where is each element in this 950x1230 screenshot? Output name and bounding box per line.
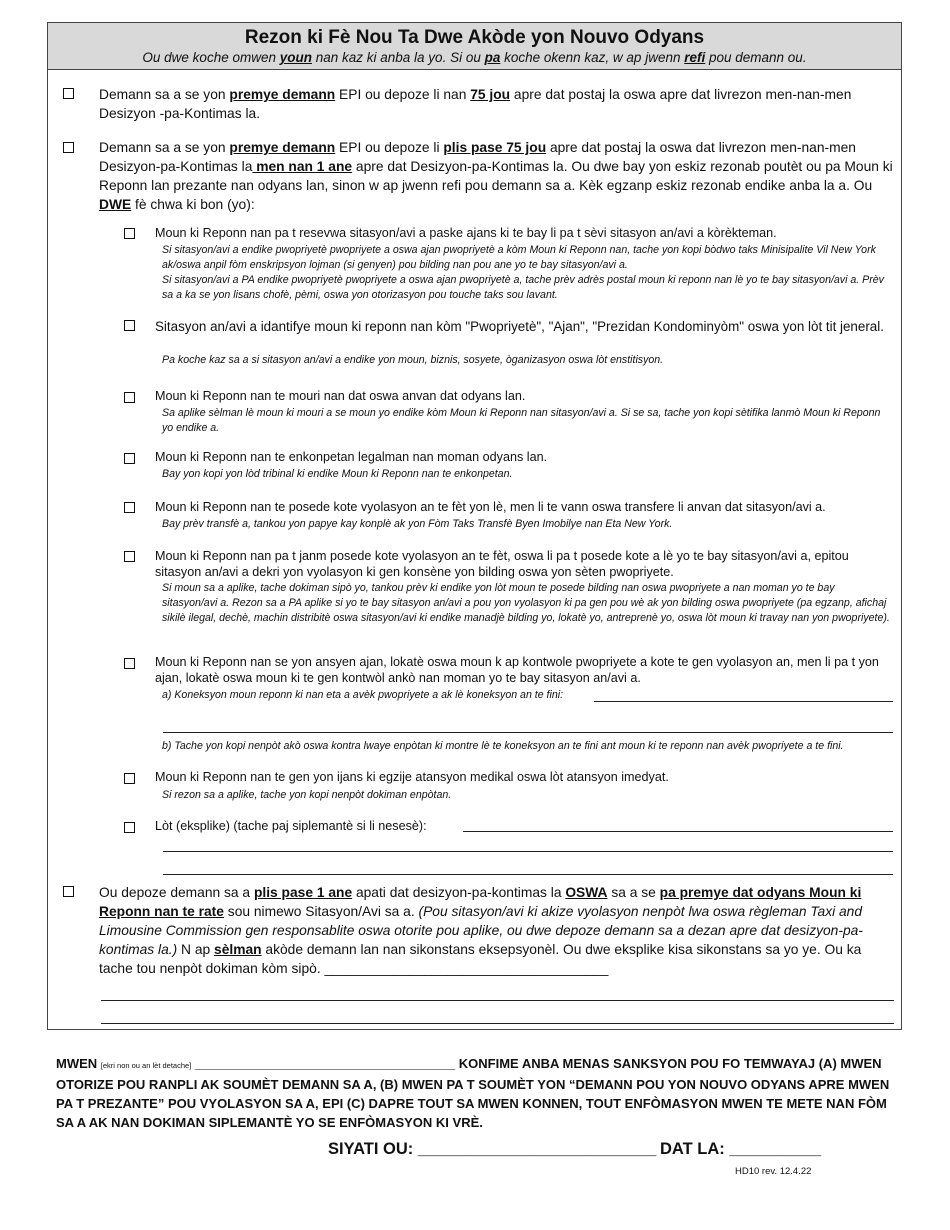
reason-generic-title-text: Sitasyon an/avi a idantifye moun ki reponn nan kòm "Pwopriyetè", "Ajan", "Prezidan Kondominyòm" oswa yon lòt tit jeneral. [155,319,884,334]
reason-sold-property-note: Bay prèv transfè a, tankou yon papye kay konplè ak yon Fòm Taks Transfè Byen Imobilye nan Eta New York. [162,518,673,530]
option-3-text: Ou depoze demann sa a plis pase 1 ane apati dat desizyon-pa-kontimas la OSWA sa a se pa premye dat odyans Moun ki Reponn nan te rate sou nimewo Sitasyon/Avi sa a. (Pou sitasyon/avi ki akize vyolasyon nenpòt lwa oswa règleman Taxi and Limousine Commission gen responsablite oswa otorite pou aplike, ou dwe depoze demann sa a dezan apre dat desizyon-pa-kontimas la.) N ap sèlman akòde demann lan nan sikonstans eksepsyonèl. Ou dwe eksplike kisa sikonstans sa yo ye. Ou ka tache tou nenpòt dokiman kòm sipò. _____________________________________ [99,885,863,976]
reason-never-owned-checkbox[interactable] [124,551,135,562]
other-explanation-line-2[interactable] [163,851,893,852]
reason-former-agent-note-b: b) Tache yon kopi nenpòt akò oswa kontra lwaye enpòtan ki montre lè te koneksyon an te fini ant moun ki te reponn nan avèk pwopriyete a te fini. [162,740,844,752]
form-title: Rezon ki Fè Nou Ta Dwe Akòde yon Nouvo Odyans [244,27,705,48]
reason-improper-service-checkbox[interactable] [124,228,135,239]
reason-deceased-note: Sa aplike sèlman lè moun ki mouri a se moun yo endike kòm Moun ki Reponn nan sitasyon/avi a. Si se sa, tache yon kopi sètifika lanmò Moun ki Reponn yo endike a. [162,407,881,434]
reason-sold-property-text: Moun ki Reponn nan te posede kote vyolasyon an te fèt yon lè, men li te vann oswa transfere li anvan dat sitasyon/avi a. [155,500,826,514]
printed-name-line[interactable]: ____________________________________ [191,1056,459,1071]
reason-former-agent-checkbox[interactable] [124,658,135,669]
reason-sold-property-checkbox[interactable] [124,502,135,513]
reason-generic-title-checkbox[interactable] [124,320,135,331]
former-agent-connection-input-line-2[interactable] [163,732,893,733]
reason-deceased-checkbox[interactable] [124,392,135,403]
circumstance-explanation-line-1[interactable] [101,1000,894,1001]
signature-field[interactable]: SIYATI OU: __________________________ [328,1140,657,1158]
reason-former-agent-text: Moun ki Reponn nan se yon ansyen ajan, lokatè oswa moun k ap kontwole pwopriyete a kote te gen vyolasyon an, men li pa t yon ajan, lokatè oswa moun ki te gen kontwòl ankò nan moman yo te bay sitasyon an/avi a. [155,655,879,685]
reason-other-text: Lòt (eksplike) (tache paj siplemantè si li nesesè): [155,819,427,833]
reason-incompetent-checkbox[interactable] [124,453,135,464]
date-field[interactable]: DAT LA: __________ [660,1140,822,1158]
reason-improper-service-note: Si sitasyon/avi a endike pwopriyetè pwopriyete a oswa ajan pwopriyetè a kòm Moun ki Reponn nan, tache yon kopi bòdwo taks Minisipalite Vil New York ak/oswa anpil fòm enskripsyon lojman (si genyen) pou bilding nan pou ane yo te bay sitasyon/avi a. Si sitasyon/avi a PA endike pwopriyetè pwopriyete a oswa ajan pwopriyetè a, tache prèv adrès postal moun ki reponn nan lè yo te bay sitasyon/avi a. Prèv sa a ka se yon lisans chofè, pèmi, oswa yon otorizasyon pou touche taks sou lavant. [162,244,884,301]
reason-medical-emergency-note: Si rezon sa a aplike, tache yon kopi nenpòt dokiman enpòtan. [162,789,452,801]
form-header [48,23,901,70]
option-2-text: Demann sa a se yon premye demann EPI ou depoze li plis pase 75 jou apre dat postaj la oswa dat livrezon men-nan-men Desizyon-pa-Kontimas la men nan 1 ane apre dat Desizyon-pa-Kontimas la. Ou dwe bay yon eskiz rezonab poutèt ou pa Moun ki Reponn lan prezante nan odyans lan, sinon w ap jwenn refi pou demann sa a. Kèk egzanp eskiz rezonab endike anba la a. Ou DWE fè chwa ki bon (yo): [99,140,893,212]
reason-medical-emergency-text: Moun ki Reponn nan te gen yon ijans ki egzije atansyon medikal oswa lòt atansyon imedyat. [155,770,669,784]
circumstance-explanation-line-2[interactable] [101,1023,894,1024]
option-1-checkbox[interactable] [63,88,74,99]
other-explanation-line-1[interactable] [463,831,893,832]
form-revision: HD10 rev. 12.4.22 [735,1166,812,1177]
reason-former-agent-note-a: a) Koneksyon moun reponn ki nan eta a avèk pwopriyete a ak lè koneksyon an te fini: [162,689,564,701]
reason-other-checkbox[interactable] [124,822,135,833]
reason-improper-service-text: Moun ki Reponn nan pa t resevwa sitasyon/avi a paske ajans ki te bay li pa t sèvi sitasyon an/avi a kòrèkteman. [155,226,777,240]
reason-medical-emergency-checkbox[interactable] [124,773,135,784]
other-explanation-line-3[interactable] [163,874,893,875]
option-3-checkbox[interactable] [63,886,74,897]
form-subtitle: Ou dwe koche omwen youn nan kaz ki anba la yo. Si ou pa koche okenn kaz, w ap jwenn refi pou demann ou. [142,50,807,65]
reason-incompetent-note: Bay yon kopi yon lòd tribinal ki endike Moun ki Reponn nan te enkonpetan. [162,468,513,480]
attestation-statement: MWEN [ekri non ou an lèt detache] ____________________________________ KONFIME ANBA MENAS SANKSYON POU FO TEMWAYAJ (A) MWEN OTORIZE POU RANPLI AK SOUMÈT DEMANN SA A, (B) MWEN PA T SOUMÈT YON “DEMANN POU YON NOUVO ODYANS APRE MWEN PA T PREZANTE” POU VYOLASYON SA A, EPI (C) DAPRE TOUT SA MWEN KONNEN, TOUT ENFÒMASYON MWEN TE METE NAN FÒM SA A AK NAN DOKIMAN SIPLEMANTÈ YO SE ENFÒMASYON KI VRÈ. [56,1056,890,1130]
reason-deceased-text: Moun ki Reponn nan te mouri nan dat oswa anvan dat odyans lan. [155,389,526,403]
reason-never-owned-note: Si moun sa a aplike, tache dokiman sipò yo, tankou prèv ki endike yon lòt moun te posede bilding nan oswa pwopriyete a nan moman yo te bay sitasyon/avi a. Rezon sa a PA aplike si yo te bay sitasyon an/avi a pou yon vyolasyon ki pa gen pou wè ak yon bilding oswa pwopriyete (pa egzanp, afichaj sikilè ilegal, dechè, machin distribitè oswa sitasyon/avi ki endike manadjè bilding yo, lokatè yo, antreprenè yo, oswa lòt moun ki travay nan yon pwopriyete). [162,582,890,624]
reason-incompetent-text: Moun ki Reponn nan te enkonpetan legalman nan moman odyans lan. [155,450,548,464]
option-1-text: Demann sa a se yon premye demann EPI ou depoze li nan 75 jou apre dat postaj la oswa apre dat livrezon men-nan-men Desizyon -pa-Kontimas la. [99,87,852,121]
former-agent-connection-input-line[interactable] [594,701,893,702]
reason-generic-title-note: Pa koche kaz sa a si sitasyon an/avi a endike yon moun, biznis, sosyete, òganizasyon oswa lòt enstitisyon. [162,354,664,366]
reason-never-owned-text: Moun ki Reponn nan pa t janm posede kote vyolasyon an te fèt, oswa li pa t posede kote a lè yo te bay sitasyon/avi a, epitou sitasyon an/avi a dekri yon vyolasyon ki gen konsène yon bilding oswa yon sèten pwopriyete. [155,549,849,579]
option-2-checkbox[interactable] [63,142,74,153]
